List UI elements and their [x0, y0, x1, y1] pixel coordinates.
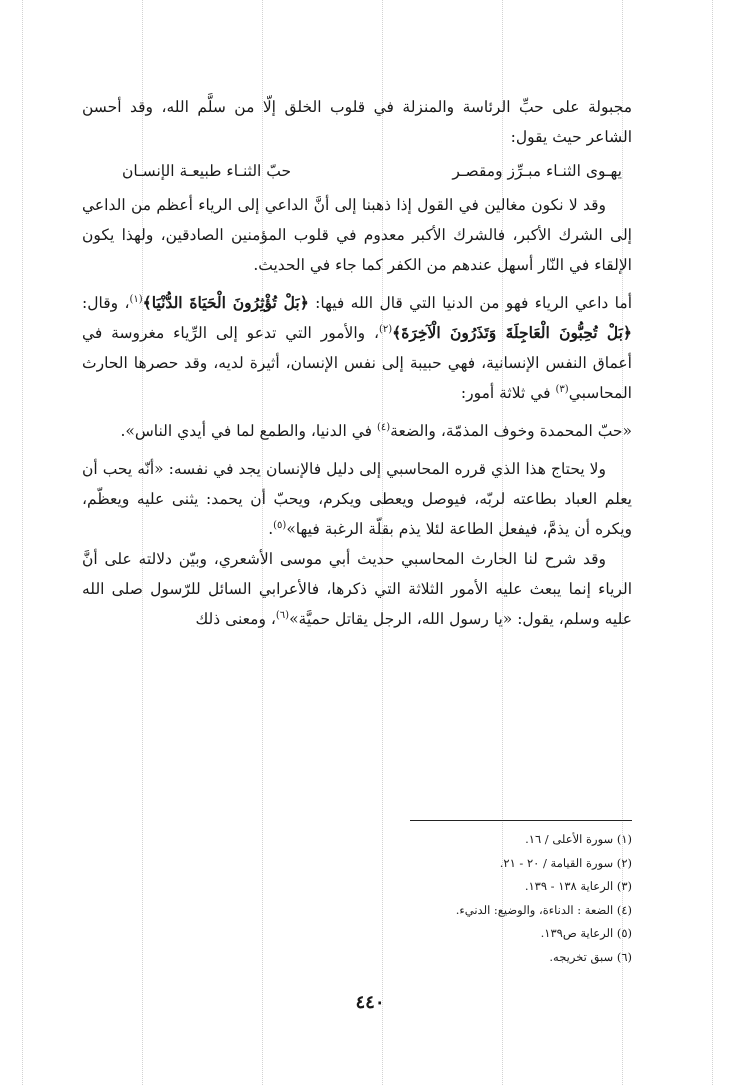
footnote-ref-4: (٤): [376, 421, 391, 433]
paragraph-3: [82, 288, 632, 408]
scan-line: [22, 0, 23, 1085]
footnote-2: (٢) سورة القيامة / ٢٠ - ٢١.: [499, 855, 632, 870]
poem-verse: [82, 156, 632, 186]
paragraph-6: [82, 544, 632, 634]
paragraph-4: [82, 416, 632, 446]
footnote-4: (٤) الضعة : الدناءة، والوضيع: الدنيء.: [455, 902, 632, 917]
scan-line: [712, 0, 713, 1085]
p3-text-a: أما داعي الرياء فهو من الدنيا التي قال الله فيها:: [308, 294, 633, 312]
footnote-ref-6: (٦): [275, 609, 290, 621]
footnote-ref-2: (٢): [378, 323, 393, 335]
paragraph-2: وقد لا نكون مغالين في القول إذا ذهبنا إلى أنَّ الداعي إلى الرياء أعظم من الداعي إلى الشرك الأكبر، فالشرك الأكبر معدوم في قلوب المؤمنين الصادقين، ولهذا يكون الإلقاء في النّار أسهل عندهم من الكفر كما جاء في الحديث.: [82, 196, 632, 274]
verse-second-hemistich: حبّ الثنـاء طبيعـة الإنسـان: [122, 162, 292, 180]
quran-verse-1: ﴿بَلْ تُؤْثِرُونَ الْحَيَاةَ الدُّنْيَا﴾: [142, 293, 309, 312]
p3-text-d: في ثلاثة أمور:: [460, 384, 556, 402]
footnote-3: (٣) الرعاية ١٣٨ - ١٣٩.: [524, 879, 632, 893]
page-body: [82, 92, 632, 634]
footnote-6: (٦) سبق تخريجه.: [549, 949, 632, 964]
p5-text-a: ولا يحتاج هذا الذي قرره المحاسبي إلى دليل فالإنسان يجد في نفسه: «أنّه يحب أن يعلم العباد بطاعته لربّه، فيوصل ويعطى ويكرم، ويحبّ أن يحمد: يثنى عليه ويعظّم، ويكره أن يذمَّ، فيفعل الطاعة لئلا يذم بقلّة الرغبة فيها»: [82, 460, 632, 538]
p4-text-a: «حبّ المحمدة وخوف المذمّة، والضعة: [390, 422, 632, 440]
footnote-ref-1: (١): [129, 293, 143, 305]
verse-first-hemistich: يهـوى الثنـاء مبـرِّز ومقصـر: [452, 162, 622, 180]
footnote-1: (١) سورة الأعلى / ١٦.: [525, 832, 632, 846]
paragraph-5: [82, 454, 632, 544]
footnote-separator: [410, 820, 632, 821]
p3-text-b: ، وقال:: [82, 294, 130, 312]
p3-text-c: ، والأمور التي تدعو إلى الرِّياء مغروسة في أعماق النفس الإنسانية، فهي حبيبة إلى نفس الإنسان، أثيرة لديه، وقد حصرها الحارث المحاسبي: [82, 324, 632, 402]
p6-text-a: وقد شرح لنا الحارث المحاسبي حديث أبي موسى الأشعري، وبيّن دلالته على أنَّ الرياء إنما يبعث عليه الأمور الثلاثة التي ذكرها، فالأعرابي السائل للرّسول صلى الله عليه وسلم، يقول: «يا رسول الله، الرجل يقاتل حميَّة»: [82, 550, 632, 628]
footnote-ref-3: (٣): [555, 383, 569, 395]
footnote-5: (٥) الرعاية ص١٣٩.: [540, 926, 632, 940]
p6-text-b: ، ومعنى ذلك: [195, 610, 276, 628]
paragraph-1: مجبولة على حبِّ الرئاسة والمنزلة في قلوب الخلق إلّا من سلَّم الله، وقد أحسن الشاعر حيث يقول:: [82, 98, 632, 146]
page-number: ٤٤٠: [355, 992, 385, 1013]
p5-text-b: .: [268, 520, 274, 538]
footnotes: [380, 828, 632, 969]
quran-verse-2: ﴿بَلْ تُحِبُّونَ الْعَاجِلَةَ وَتَذَرُونَ الْآخِرَةَ﴾: [392, 323, 632, 342]
footnote-ref-5: (٥): [273, 519, 287, 531]
p4-text-b: في الدنيا، والطمع لما في أيدي الناس».: [120, 422, 377, 440]
